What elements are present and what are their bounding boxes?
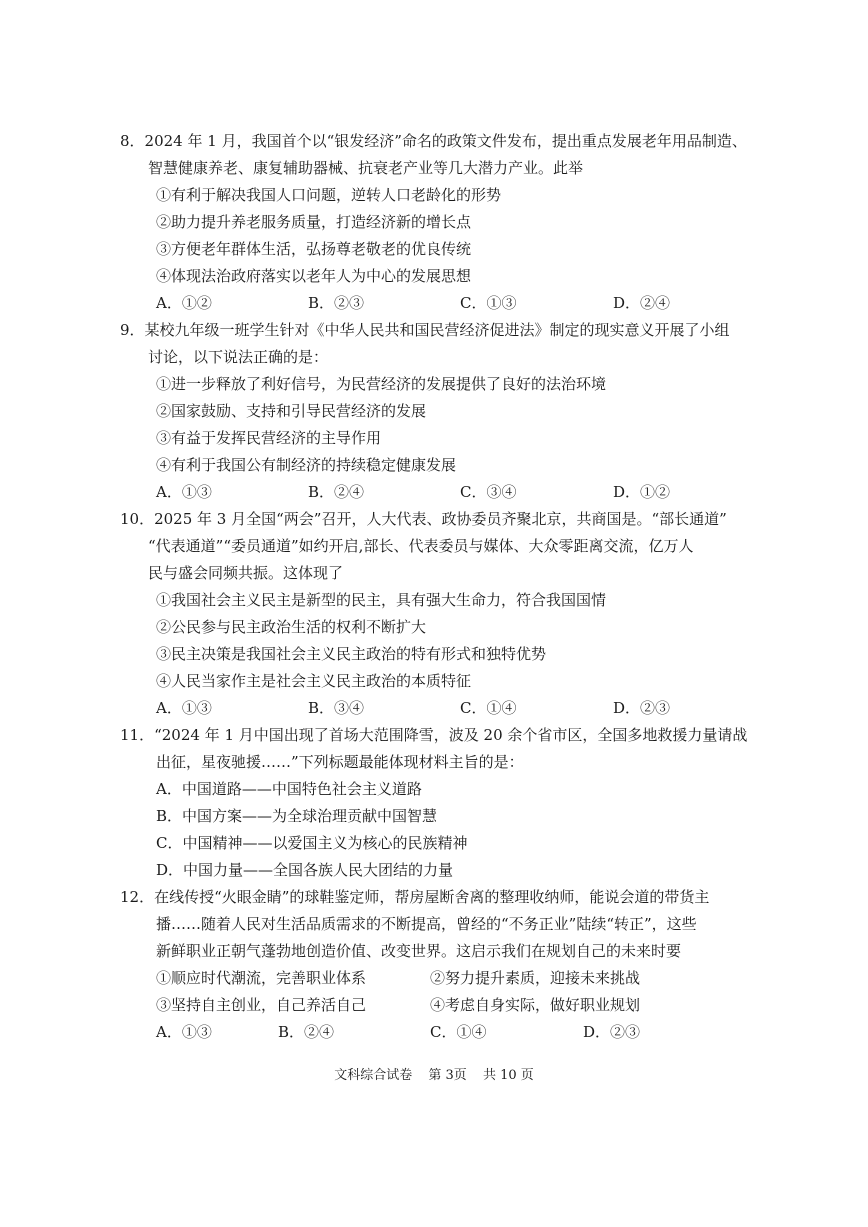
choice-a: A．①③ xyxy=(156,699,212,717)
question-stem-line: 10．2025 年 3 月全国“两会”召开，人大代表、政协委员齐聚北京，共商国是。“部长通道” xyxy=(120,510,727,528)
statement: ③坚持自主创业，自己养活自己 xyxy=(156,996,367,1014)
footer-total-pages: 共 10 页 xyxy=(482,1068,534,1083)
choice-d: D．②③ xyxy=(583,1023,641,1041)
statement: ②助力提升养老服务质量，打造经济新的增长点 xyxy=(156,213,472,231)
statement: ②公民参与民主政治生活的权利不断扩大 xyxy=(156,618,427,636)
choice-d: D．②④ xyxy=(613,294,671,312)
question-stem-line: 民与盛会同频共振。这体现了 xyxy=(148,564,344,582)
question-stem-line: 出征，星夜驰援……”下列标题最能体现材料主旨的是： xyxy=(156,753,524,771)
question-stem-line: 讨论，以下说法正确的是： xyxy=(148,348,329,366)
choice-d: D．①② xyxy=(613,483,671,501)
choice-c: C．①③ xyxy=(460,294,517,312)
choice-d: D．②③ xyxy=(613,699,671,717)
statement: ④体现法治政府落实以老年人为中心的发展思想 xyxy=(156,267,472,285)
statement: ①有利于解决我国人口问题，逆转人口老龄化的形势 xyxy=(156,186,502,204)
choice-b: B．②③ xyxy=(308,294,365,312)
choice-b: B．中国方案——为全球治理贡献中国智慧 xyxy=(156,807,438,825)
statement: ①顺应时代潮流，完善职业体系 xyxy=(156,969,367,987)
choice-a: A．①② xyxy=(156,294,212,312)
choice-b: B．③④ xyxy=(308,699,365,717)
statement: ③方便老年群体生活，弘扬尊老敬老的优良传统 xyxy=(156,240,472,258)
question-stem-line: 11．“2024 年 1 月中国出现了首场大范围降雪，波及 20 余个省市区，全国多地救援力量请战 xyxy=(120,726,748,744)
statement: ①我国社会主义民主是新型的民主，具有强大生命力，符合我国国情 xyxy=(156,591,607,609)
statement: ④人民当家作主是社会主义民主政治的本质特征 xyxy=(156,672,472,690)
statement: ①进一步释放了利好信号，为民营经济的发展提供了良好的法治环境 xyxy=(156,375,607,393)
question-stem-line: “代表通道”“委员通道”如约开启,部长、代表委员与媒体、大众零距离交流，亿万人 xyxy=(148,537,694,555)
statement: ③有益于发挥民营经济的主导作用 xyxy=(156,429,382,447)
statement: ②国家鼓励、支持和引导民营经济的发展 xyxy=(156,402,427,420)
choice-a: A．①③ xyxy=(156,1023,212,1041)
statement: ④考虑自身实际，做好职业规划 xyxy=(430,996,641,1014)
question-stem-line: 智慧健康养老、康复辅助器械、抗衰老产业等几大潜力产业。此举 xyxy=(148,159,584,177)
choice-c: C．①④ xyxy=(460,699,517,717)
footer-page-number: 第 3页 xyxy=(428,1068,467,1083)
question-stem-line: 9．某校九年级一班学生针对《中华人民共和国民营经济促进法》制定的现实意义开展了小组 xyxy=(120,321,730,339)
choice-d: D．中国力量——全国各族人民大团结的力量 xyxy=(156,861,454,879)
choice-a: A．①③ xyxy=(156,483,212,501)
choice-b: B．②④ xyxy=(278,1023,335,1041)
page-footer xyxy=(0,1067,868,1085)
statement: ②努力提升素质，迎接未来挑战 xyxy=(430,969,641,987)
choice-c: C．③④ xyxy=(460,483,517,501)
footer-subject: 文科综合试卷 xyxy=(334,1068,413,1083)
choice-c: C．中国精神——以爱国主义为核心的民族精神 xyxy=(156,834,468,852)
question-stem-line: 12．在线传授“火眼金睛”的球鞋鉴定师，帮房屋断舍离的整理收纳师，能说会道的带货主 xyxy=(120,888,710,906)
statement: ④有利于我国公有制经济的持续稳定健康发展 xyxy=(156,456,457,474)
choice-a: A．中国道路——中国特色社会主义道路 xyxy=(156,780,422,798)
question-stem-line: 播……随着人民对生活品质需求的不断提高，曾经的“不务正业”陆续“转正”，这些 xyxy=(156,915,697,933)
choice-c: C．①④ xyxy=(430,1023,487,1041)
question-stem-line: 8．2024 年 1 月，我国首个以“银发经济”命名的政策文件发布，提出重点发展老年用品制造、 xyxy=(120,132,747,150)
choice-b: B．②④ xyxy=(308,483,365,501)
question-stem-line: 新鲜职业正朝气蓬勃地创造价值、改变世界。这启示我们在规划自己的未来时要 xyxy=(156,942,682,960)
statement: ③民主决策是我国社会主义民主政治的特有形式和独特优势 xyxy=(156,645,547,663)
